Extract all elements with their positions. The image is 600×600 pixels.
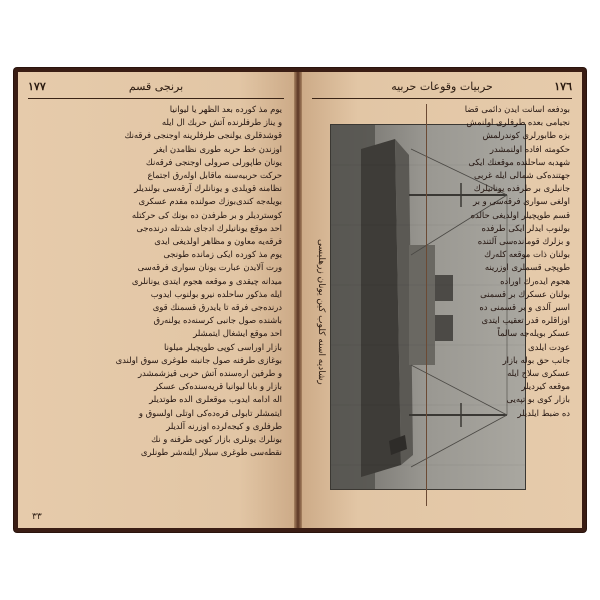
right-page-paragraph: عودت ايلدى bbox=[528, 341, 570, 352]
left-page-paragraph: نقطه‌سى طوغرى سيلار ايلنه‌شر طونلرى bbox=[140, 447, 282, 458]
left-page-paragraph: درنده‌جى فرقه تا يايدرق قسمنك قوى bbox=[152, 302, 282, 313]
left-page-paragraph: يوم مذ كورده ايكى زمانده طونجى bbox=[163, 249, 282, 260]
left-page-number: ١٧٧ bbox=[28, 80, 46, 93]
right-page-paragraph: موقعه كيرديلر bbox=[521, 381, 570, 392]
left-page-paragraph: بونلرك يونلرى بازار كويى طرفنه و نك bbox=[151, 434, 282, 445]
right-page-paragraph: بازار كوى بو تپه‌يى bbox=[506, 394, 570, 405]
right-page-paragraph: بودفعه اسانت ايدن دائمى قضا bbox=[464, 104, 570, 114]
left-page-paragraph: ورت آلايدن عبارت يونان سوارى فرقه‌سى bbox=[137, 262, 282, 273]
left-page-paragraph: اوزندن خط حربه طورى نظامدن ايغر bbox=[153, 143, 282, 154]
right-page-paragraph: شهدبه ساحلنده موقعنك ايكى bbox=[468, 156, 570, 167]
right-page bbox=[302, 72, 582, 528]
printer-signature: ٣٣ bbox=[32, 512, 42, 522]
left-page-paragraph: ميدانه چيقدى و موقعه هجوم ايتدى يونانلرى bbox=[131, 275, 282, 286]
left-page-paragraph: بوغازى طرفنه صول جانبنه طوغرى سوق اولندى bbox=[115, 354, 282, 365]
left-page-paragraph: و طرفين اره‌سنده آتش حربى قيزشمشدر bbox=[137, 368, 282, 379]
right-page-paragraph: جانبلرى بر طرفده يونانيلرك bbox=[473, 183, 570, 194]
left-page-paragraph: فرقه‌يه معاون و مظاهر اولديغى ايدى bbox=[154, 236, 282, 247]
right-page-paragraph: بولنان ذات موقعه كله‌رك bbox=[484, 249, 570, 260]
left-page-paragraph: اله ادامه ايدوب موقعلرى الده طوتديلر bbox=[149, 394, 282, 405]
right-page-paragraph: حكومته افاده اولنمشدر bbox=[489, 143, 570, 154]
book-gutter bbox=[294, 72, 302, 528]
right-page-paragraph: هجوم ايده‌رك اوراده bbox=[500, 275, 570, 286]
left-page-paragraph: و يناز طرفلرنده آتش حربك ال ايله bbox=[161, 117, 282, 128]
left-page-paragraph: بازار و بابا ليوانيا قريه‌سنده‌كى عسكر bbox=[153, 381, 282, 392]
photo-caption: رشاديه اسنه كلوب كين يونان زرهليسى bbox=[316, 239, 326, 385]
right-page-paragraph: بولنوب ايدلر ايكى طرفده bbox=[481, 222, 570, 233]
left-page-paragraph: قوشدقلرى يولنجى طرفلرينه اوجنجى فرقه‌نك bbox=[124, 130, 282, 141]
right-page-paragraph: نجيامى بعده طرفلرى اولنمش bbox=[466, 117, 570, 128]
right-page-paragraph: اوزاقلره قدر تعقيب ايتدى bbox=[481, 315, 570, 326]
column-divider bbox=[426, 104, 427, 506]
right-page-paragraph: بولنان عسكرك بر قسمنى bbox=[480, 288, 570, 299]
left-page-paragraph: كوسترديلر و بر طرفدن ده بونك كى حركتله bbox=[131, 209, 282, 220]
left-page-paragraph: ايله مذكور ساحلده نيرو بولنوب ايدوب bbox=[150, 288, 282, 299]
right-page-paragraph: جهتنده‌كى شمالى ايله غربى bbox=[473, 170, 570, 181]
right-page-paragraph: طوپچى قسملرى اوزرينه bbox=[484, 262, 570, 273]
left-page-paragraph: حركت حربيه‌سنه ماقابل اوله‌رق اجتماع bbox=[147, 170, 282, 181]
right-page-header-title: حربيات وقوعات حربيه bbox=[391, 80, 493, 93]
left-page-paragraph: احد موقع يونانيلرك ادجاى شدتله درنده‌جى bbox=[136, 222, 282, 233]
right-page-paragraph: اولغى سوارى فرقه‌سى و بر bbox=[473, 196, 570, 207]
right-page-paragraph: عسكر بويله‌جه سالماً bbox=[497, 328, 570, 339]
left-page-paragraph: باشنده صول جانبى كرسنه‌ده يولنه‌رق bbox=[153, 315, 282, 326]
right-page-paragraph: عسكرى سلاح ايله bbox=[507, 368, 570, 379]
left-page-paragraph: احد موقع ايشغال ايتمشلر bbox=[193, 328, 282, 339]
right-page-paragraph: بزه طابورلرى كوندرلمش bbox=[482, 130, 570, 141]
right-page-paragraph: و بزلرك قومانده‌سى آلتنده bbox=[477, 236, 570, 247]
right-page-header bbox=[312, 78, 572, 96]
right-header-rule bbox=[312, 98, 572, 99]
right-page-paragraph: ده ضبط ايلديلر bbox=[517, 407, 570, 418]
right-page-paragraph: اسير آلدى و بر قسمنى ده bbox=[479, 302, 570, 313]
left-page-header bbox=[28, 78, 284, 96]
right-page-number: ١٧٦ bbox=[554, 80, 572, 93]
right-page-paragraph: قسم طوپچيلر اولديغى حالده bbox=[470, 209, 570, 220]
left-header-rule bbox=[28, 98, 284, 99]
left-page-paragraph: ايتمشلر تابولى قره‌ده‌كى اوتلى اولسوق و bbox=[138, 407, 282, 418]
left-page-paragraph: بازار اوراسى كوپى طوپچيلر ميلونا bbox=[164, 341, 282, 352]
left-page-paragraph: بويله‌جه كندى‌بوزك صولنده مقدم عسكرى bbox=[138, 196, 282, 207]
left-text-column bbox=[30, 104, 282, 506]
right-page-paragraph: جانب حق بوله بازار bbox=[502, 354, 570, 365]
left-page-paragraph: يوم مذ كورده بعد الظهر يا ليوانيا bbox=[169, 104, 282, 114]
open-book bbox=[14, 68, 586, 532]
left-page-paragraph: نظامنه قويلدى و يونانلرك آرقه‌سى بولنديلر bbox=[134, 183, 282, 194]
left-page-header-title: برنجی قسم bbox=[128, 80, 184, 93]
left-page-paragraph: طرفلرى و كيجه‌لرده اوزرنه آلديلر bbox=[166, 420, 282, 431]
left-page bbox=[18, 72, 294, 528]
left-page-paragraph: يونان طاپورلى صرولى اوجنجى فرقه‌نك bbox=[145, 156, 282, 167]
right-text-column bbox=[430, 104, 570, 506]
